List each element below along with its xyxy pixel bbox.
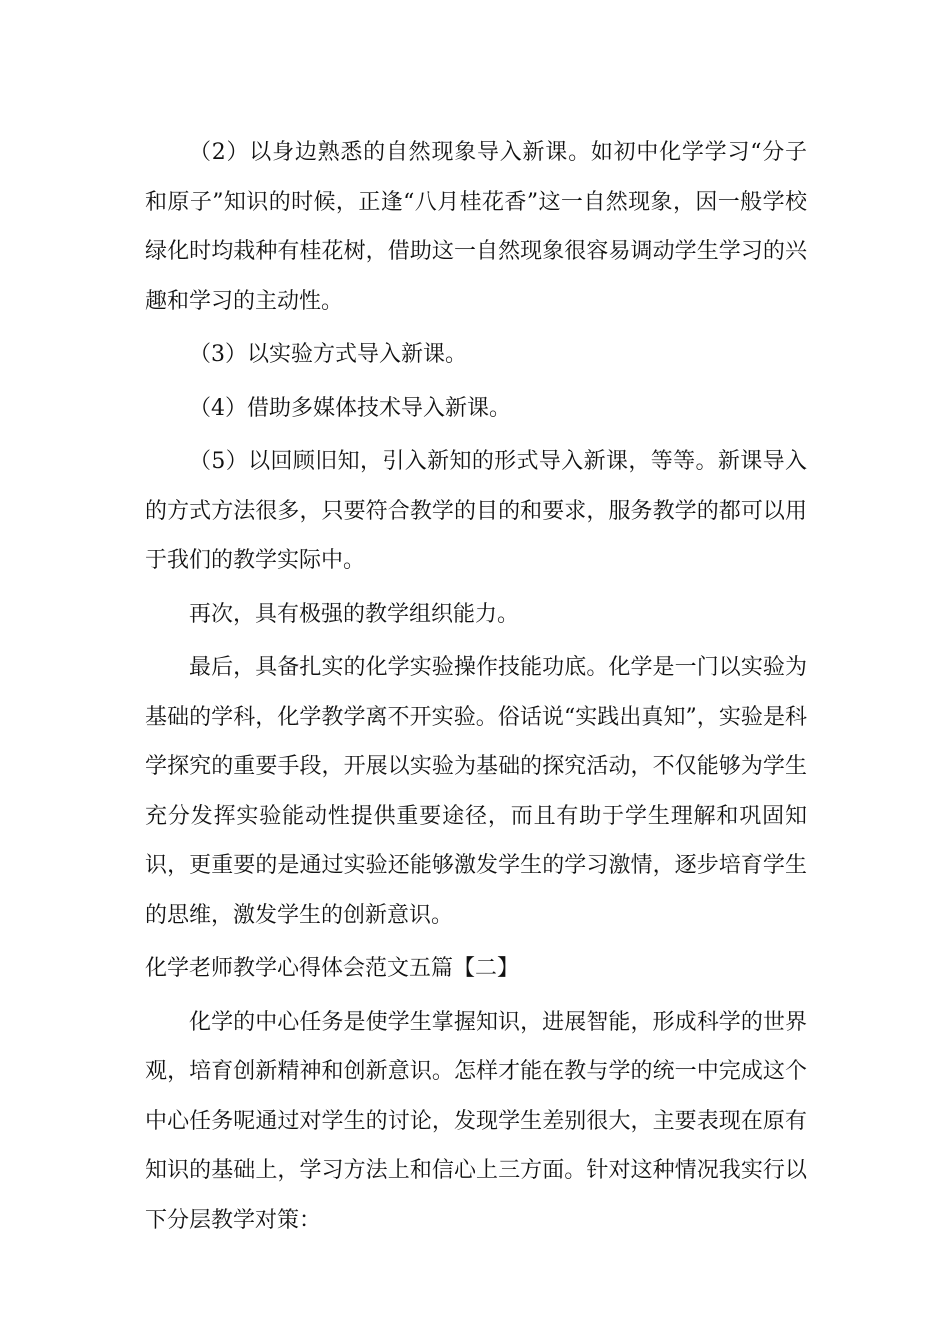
paragraph-experiment-skills: 最后，具备扎实的化学实验操作技能功底。化学是一门以实验为基础的学科，化学教学离不开实验。俗话说“实践出真知”，实验是科学探究的重要手段，开展以实验为基础的探究活动，不仅能够为学生充分发挥实验能动性提供重要途径，而且有助于学生理解和巩固知识，更重要的是通过实验还能够激发学生的学习激情，逐步培育学生的思维，激发学生的创新意识。	[145, 655, 807, 928]
paragraph-experiment-intro: （3）以实验方式导入新课。	[189, 342, 467, 367]
section-heading: 化学老师教学心得体会范文五篇【二】	[145, 956, 520, 981]
paragraph-review-intro: （5）以回顾旧知，引入新知的形式导入新课，等等。新课导入的方式方法很多，只要符合教学的目的和要求，服务教学的都可以用于我们的教学实际中。	[145, 449, 807, 573]
paragraph-natural-phenomena: （2）以身边熟悉的自然现象导入新课。如初中化学学习“分子和原子”知识的时候，正逢“八月桂花香”这一自然现象，因一般学校绿化时均栽种有桂花树，借助这一自然现象很容易调动学生学习的兴趣和学习的主动性。	[145, 140, 807, 314]
paragraph-central-task: 化学的中心任务是使学生掌握知识，进展智能，形成科学的世界观，培育创新精神和创新意识。怎样才能在教与学的统一中完成这个中心任务呢通过对学生的讨论，发现学生差别很大，主要表现在原有知识的基础上，学习方法上和信心上三方面。针对这种情况我实行以下分层教学对策：	[145, 1009, 807, 1233]
paragraph-organization: 再次，具有极强的教学组织能力。	[189, 601, 520, 627]
document-page	[145, 128, 807, 1249]
paragraph-multimedia-intro: （4）借助多媒体技术导入新课。	[189, 395, 511, 421]
